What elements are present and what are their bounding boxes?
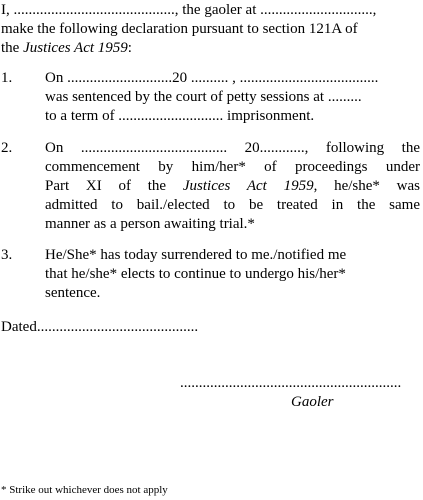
signature-label: Gaoler	[291, 394, 334, 410]
header-line-3-prefix: the	[1, 40, 24, 56]
item-1-line-3: to a term of ............................ imprisonment.	[45, 108, 315, 124]
item-2-line-4: admitted to bail./elected to be treated in the same	[45, 197, 420, 213]
item-2-line-5: manner as a person awaiting trial.*	[45, 216, 255, 232]
signature-line: ...........................................................	[180, 375, 402, 391]
item-3-line-1: He/She* has today surrendered to me./notified me	[45, 247, 347, 263]
item-number: 1.	[1, 70, 13, 86]
header-line-1: I, ..........................................., the gaoler at ..............................,	[1, 2, 377, 18]
dated-line: Dated...........................................	[1, 319, 199, 335]
item-1-line-2: was sentenced by the court of petty sessions at .........	[45, 89, 362, 105]
item-2-line-2: commencement by him/her* of proceedings under	[45, 159, 420, 175]
item-2-line-3	[45, 177, 420, 196]
act-name: Justices Act 1959	[182, 178, 314, 194]
item-1-line-1: On ............................20 .......... , .....................................	[45, 70, 379, 86]
item-2-line-1: On ....................................... 20............, following the	[45, 140, 420, 156]
act-name: Justices Act 1959	[23, 40, 128, 56]
header-line-2: make the following declaration pursuant to section 121A of	[1, 21, 358, 37]
item-2-line-3-suffix: , he/she* was	[313, 178, 421, 194]
item-number: 2.	[1, 140, 13, 156]
footnote: * Strike out whichever does not apply	[1, 484, 168, 496]
header-line-3-suffix: :	[127, 40, 132, 56]
item-number: 3.	[1, 247, 13, 263]
item-2-line-3-prefix: Part XI of the	[45, 178, 183, 194]
item-3-line-3: sentence.	[45, 285, 101, 301]
header-line-3	[1, 39, 132, 58]
item-3-line-2: that he/she* elects to continue to undergo his/her*	[45, 266, 346, 282]
